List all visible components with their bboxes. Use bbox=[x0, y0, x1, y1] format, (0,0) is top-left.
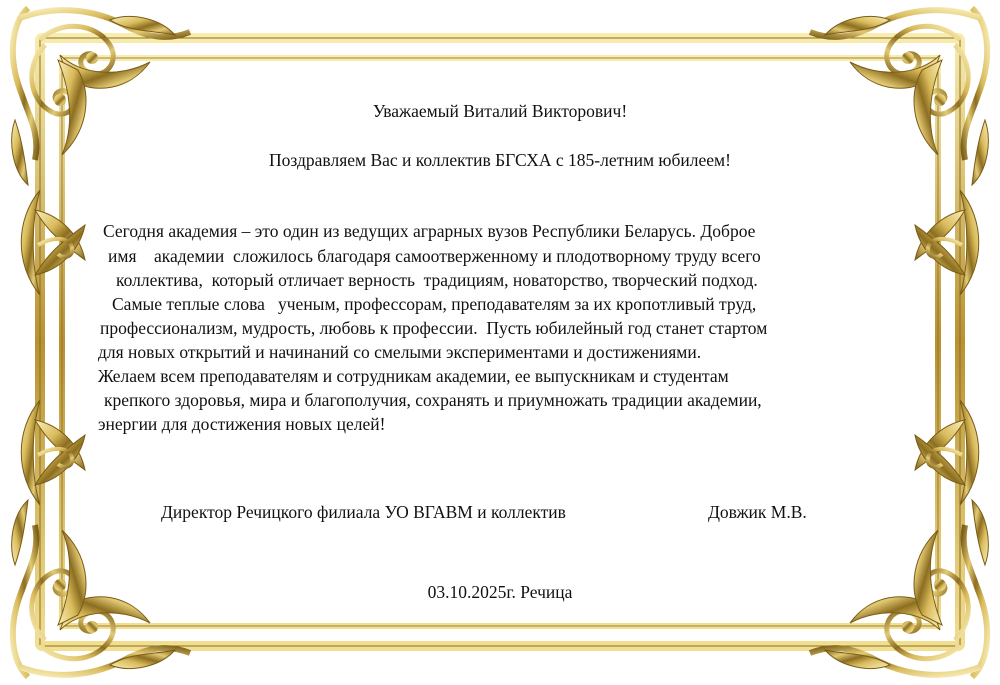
body-line: крепкого здоровья, мира и благополучия, сохранять и приумножать традиции академии, bbox=[104, 390, 762, 410]
greeting: Уважаемый Виталий Викторович! bbox=[372, 101, 628, 121]
body-line: Желаем всем преподавателям и сотрудникам академии, ее выпускникам и студентам bbox=[98, 366, 729, 386]
congratulation-line: Поздравляем Вас и коллектив БГСХА с 185-летним юбилеем! bbox=[269, 150, 731, 170]
body-line: профессионализм, мудрость, любовь к профессии. Пусть юбилейный год станет стартом bbox=[100, 318, 768, 338]
body-line: коллектива, который отличает верность традициям, новаторство, творческий подход. bbox=[116, 270, 758, 290]
body-line: Сегодня академия – это один из ведущих аграрных вузов Республики Беларусь. Доброе bbox=[103, 221, 756, 241]
body-line: имя академии сложилось благодаря самоотверженному и плодотворному труду всего bbox=[108, 246, 761, 266]
body-line: энергии для достижения новых целей! bbox=[98, 414, 386, 434]
body-line: для новых открытий и начинаний со смелыми экспериментами и достижениями. bbox=[98, 342, 702, 362]
date-place: 03.10.2025г. Речица bbox=[427, 582, 573, 602]
body-line: Самые теплые слова ученым, профессорам, преподавателям за их кропотливый труд, bbox=[112, 294, 757, 314]
signature-name: Довжик М.В. bbox=[708, 502, 807, 522]
signature-title: Директор Речицкого филиала УО ВГАВМ и коллектив bbox=[161, 502, 566, 522]
